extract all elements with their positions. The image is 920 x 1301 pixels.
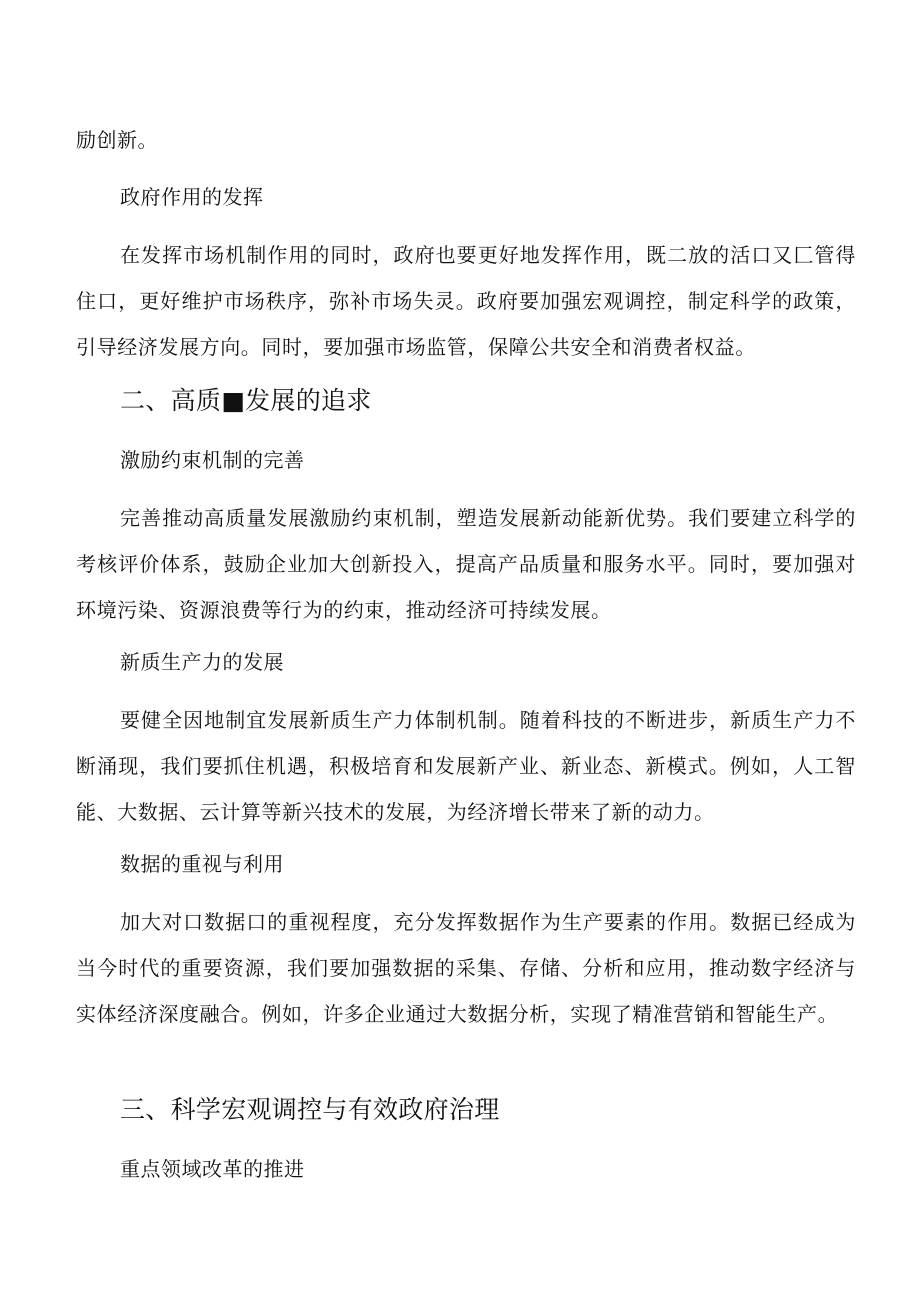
subheading-government-role: 政府作用的发挥 bbox=[120, 185, 264, 209]
continuation-text: 励创新。 bbox=[76, 128, 158, 152]
subheading-data-utilization: 数据的重视与利用 bbox=[120, 852, 284, 876]
section-heading-2: 二、高质■发展的追求 bbox=[120, 386, 372, 415]
subheading-new-productivity: 新质生产力的发展 bbox=[120, 650, 284, 674]
section-heading-3: 三、科学宏观调控与有效政府治理 bbox=[120, 1095, 500, 1124]
paragraph-government-role: 在发挥市场机制作用的同时，政府也要更好地发挥作用，既二放的活口又匚管得住口，更好维护市场秩序，弥补市场失灵。政府要加强宏观调控，制定科学的政策，引导经济发展方向。同时，要加强市场监管，保障公共安全和消费者权益。 bbox=[76, 243, 856, 359]
subheading-incentive-mechanism: 激励约束机制的完善 bbox=[120, 448, 305, 472]
paragraph-incentive-mechanism: 完善推动高质量发展激励约束机制，塑造发展新动能新优势。我们要建立科学的考核评价体系，鼓励企业加大创新投入，提高产品质量和服务水平。同时，要加强对环境污染、资源浪费等行为的约束，推动经济可持续发展。 bbox=[76, 506, 856, 622]
subheading-key-reforms: 重点领域改革的推进 bbox=[120, 1157, 305, 1181]
paragraph-new-productivity: 要健全因地制宜发展新质生产力体制机制。随着科技的不断进步，新质生产力不断涌现，我们要抓住机遇，积极培育和发展新产业、新业态、新模式。例如，人工智能、大数据、云计算等新兴技术的发展，为经济增长带来了新的动力。 bbox=[76, 708, 856, 824]
paragraph-data-utilization: 加大对口数据口的重视程度，充分发挥数据作为生产要素的作用。数据已经成为当今时代的重要资源，我们要加强数据的采集、存储、分析和应用，推动数字经济与实体经济深度融合。例如，许多企业通过大数据分析，实现了精准营销和智能生产。 bbox=[76, 910, 856, 1026]
